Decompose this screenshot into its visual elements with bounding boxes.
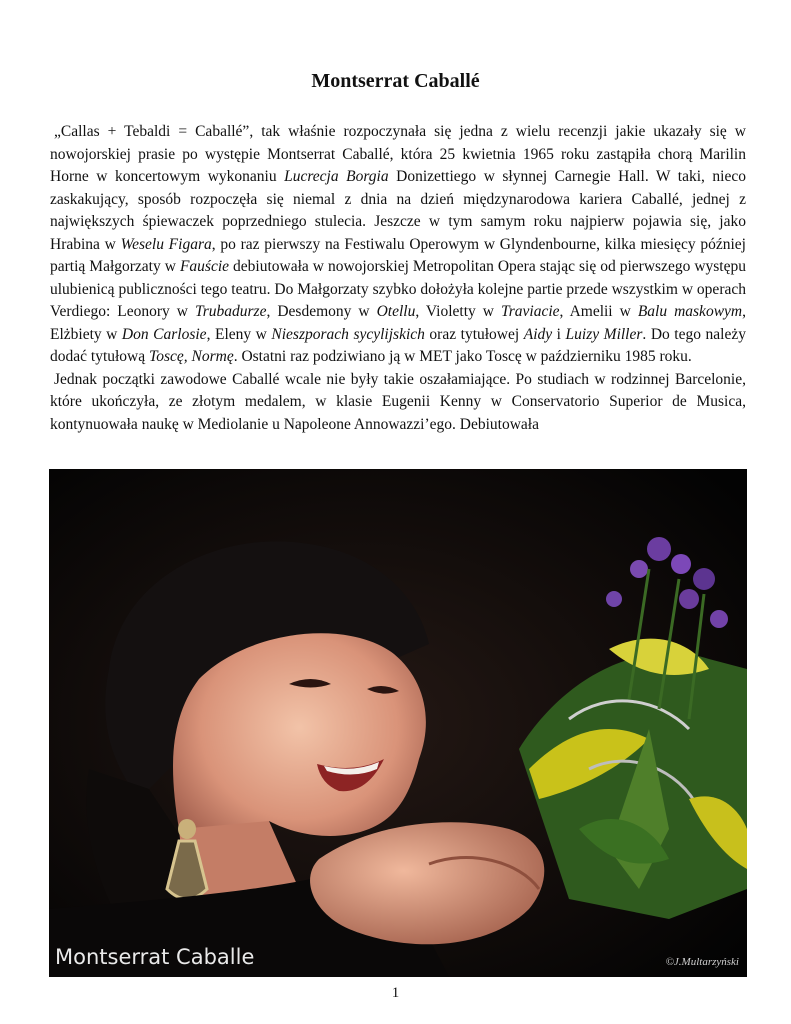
italic-title: Lucrecja Borgia: [284, 168, 389, 185]
italic-title: Balu maskowym: [637, 303, 743, 320]
italic-title: Trubadurze: [194, 303, 267, 320]
text-run: , Violetty w: [415, 303, 501, 320]
italic-title: Weselu Figara: [120, 235, 212, 253]
portrait-photo: [49, 469, 747, 977]
photo-credit: ©J.Multarzyński: [665, 956, 739, 968]
text-run: , Elżbiety w: [50, 303, 746, 343]
text-run: . Ostatni raz podziwiano ją w MET jako Toscę w październiku 1985 roku.: [233, 348, 692, 365]
text-run: Donizettiego w słynnej Carnegie Hall. W taki, nieco zaskakujący, sposób rozpoczęła się niemal z dnia na dzień międzynarodowa kariera Caballé, jednej z największych śpiewaczek poprzedniego stulecia. Jeszcze w tym samym roku najpierw pojawia się, jako Hrabina w: [50, 168, 746, 253]
text-run: , Desdemony w: [266, 303, 377, 320]
text-run: i: [552, 325, 566, 343]
italic-title: Luizy Miller: [565, 325, 643, 343]
text-run: debiutowała w nowojorskiej Metropolitan Opera stając się od pierwszego występu ulubienicą publiczności tego teatru. Do Małgorzaty szybko dołożyła kolejne partie przede wszystkim w operach Verdiego: Leonory w: [50, 258, 746, 320]
italic-title: Aidy: [523, 325, 553, 343]
paragraph-1: [50, 121, 746, 369]
text-run: , Eleny w: [206, 325, 272, 343]
italic-title: Toscę, Normę: [149, 348, 234, 365]
italic-title: Nieszporach sycylijskich: [271, 325, 425, 343]
photo-caption: Montserrat Caballe: [55, 945, 255, 969]
italic-title: Don Carlosie: [121, 325, 207, 343]
text-run: . Do tego należy dodać tytułową: [50, 325, 746, 365]
text-run: „Callas + Tebaldi = Caballé”, tak właśnie rozpoczynała się jedna z wielu recenzji jakie ukazały się w nowojorskiej prasie po występie Montserrat Caballé, która 25 kwietnia 1965 roku zastąpiła chorą Marilin Horne w koncertowym wykonaniu: [50, 123, 746, 185]
article-body: [50, 121, 746, 436]
page-number: 1: [391, 985, 400, 1001]
italic-title: Otellu: [376, 303, 416, 320]
italic-title: Fauście: [179, 258, 230, 275]
paragraph-2: Jednak początki zawodowe Caballé wcale nie były takie oszałamiające. Po studiach w rodzinnej Barcelonie, które ukończyła, ze złotym medalem, w klasie Eugenii Kenny w Conservatorio Superior de Musica, kontynuowała naukę w Mediolanie u Napoleone Annowazzi’ego. Debiutowała: [50, 370, 746, 433]
text-run: , po raz pierwszy na Festiwalu Operowym w Glyndenbourne, kilka miesięcy później partią Małgorzaty w: [50, 235, 746, 275]
page-title: Montserrat Caballé: [311, 70, 480, 92]
italic-title: Traviacie: [500, 303, 560, 320]
text-run: oraz tytułowej: [424, 325, 524, 343]
text-run: , Amelii w: [559, 303, 638, 320]
photo-illustration: [49, 469, 747, 977]
